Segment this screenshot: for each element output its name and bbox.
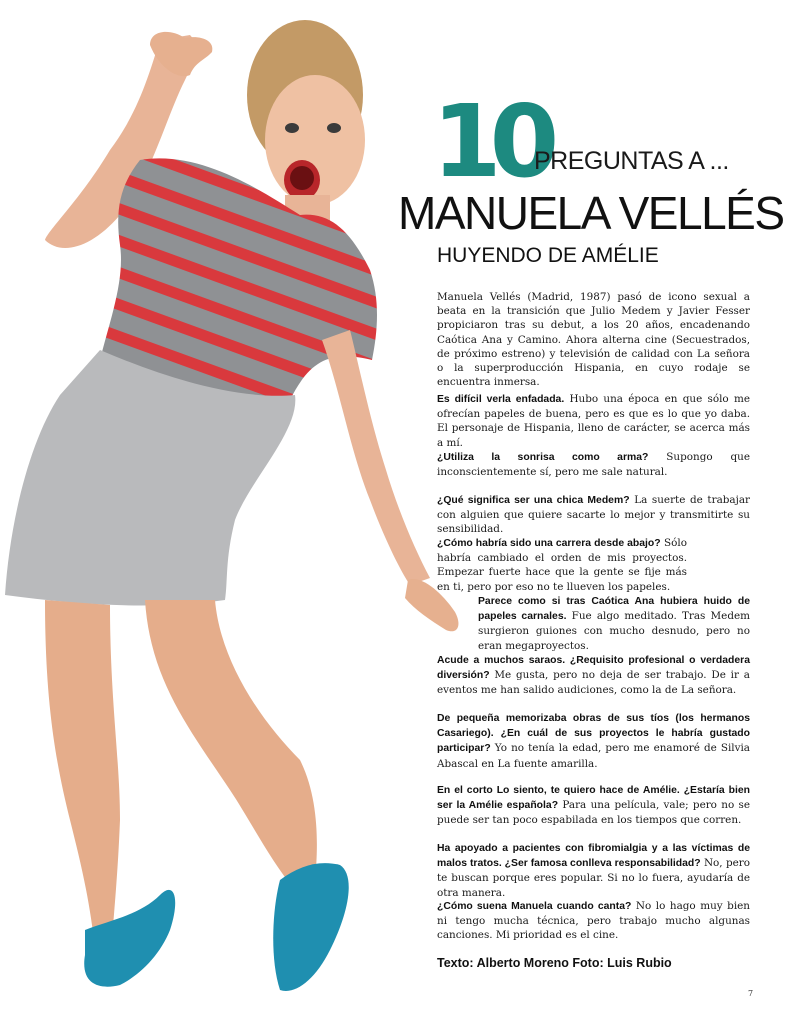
- page-title: MANUELA VELLÉS: [398, 187, 784, 239]
- question: Ha apoyado a pacientes con fibromialgia y a las víctimas de malos tratos. ¿Ser famosa conlleva responsabilidad?: [437, 843, 750, 870]
- question: De pequeña memorizaba obras de sus tíos (los hermanos Casariego). ¿En cuál de sus proyectos le habría gustado participar?: [437, 713, 750, 755]
- question: ¿Qué significa ser una chica Medem?: [437, 495, 630, 506]
- question: ¿Cómo habría sido una carrera desde abajo?: [437, 538, 661, 549]
- qa-item: [437, 783, 750, 828]
- question: ¿Utiliza la sonrisa como arma?: [437, 452, 649, 463]
- intro-paragraph: Manuela Vellés (Madrid, 1987) pasó de icono sexual a beata en la transición que Julio Medem y Javier Fesser propiciaron tras su debut, a los 20 años, encadenando Caótica Ana y Camino. Ahora alterna cine (Secuestrados, de próximo estreno) y televisión de calidad con La señora o la superproducción Hispania, en cuyo rodaje se encuentra inmersa.: [437, 291, 750, 389]
- lowered-arm: [322, 330, 430, 585]
- qa-item: [437, 493, 750, 537]
- author-credit: Texto: Alberto Moreno Foto: Luis Rubio: [437, 956, 672, 970]
- qa-item: [437, 841, 750, 900]
- qa-item: [437, 899, 750, 943]
- question: Parece como si tras Caótica Ana hubiera huido de papeles carnales.: [478, 596, 750, 623]
- question: ¿Cómo suena Manuela cuando canta?: [437, 901, 632, 912]
- qa-item: [437, 450, 750, 479]
- qa-item: [437, 536, 687, 594]
- qa-item: [437, 653, 750, 698]
- answer: No lo hago muy bien ni tengo mucha técnica, pero trabajo mucho algunas canciones. Mi prioridad es el cine.: [437, 900, 750, 942]
- right-shoe: [273, 863, 348, 991]
- page-number: 7: [748, 989, 754, 998]
- answer: La suerte de trabajar con alguien que quiere sacarte lo mejor y transmitirte su sensibilidad.: [437, 494, 750, 536]
- page-subtitle: HUYENDO DE AMÉLIE: [437, 244, 659, 267]
- qa-item: [437, 392, 750, 450]
- answer: Para una película, vale; pero no se puede ser tan poco espabilada en los tiempos que corren.: [437, 799, 750, 827]
- answer: Yo no tenía la edad, pero me enamoré de Silvia Abascal en La fuente amarilla.: [437, 742, 750, 770]
- question: Es difícil verla enfadada.: [437, 394, 565, 405]
- issue-number: 10: [432, 83, 548, 200]
- answer: Fue algo meditado. Tras Medem surgieron guiones con mucho desnudo, pero no eran megaproyectos.: [478, 610, 750, 652]
- question: Acude a muchos saraos. ¿Requisito profesional o verdadera diversión?: [437, 655, 750, 682]
- section-kicker: PREGUNTAS A ...: [534, 147, 729, 175]
- question: En el corto Lo siento, te quiero hace de Amélie. ¿Estaría bien ser la Amélie española?: [437, 785, 750, 812]
- answer: Sólo habría cambiado el orden de mis proyectos. Empezar fuerte hace que la gente se fije más en ti, pero por eso no te llueven los papeles.: [437, 537, 687, 593]
- right-leg: [145, 600, 317, 890]
- qa-item: [478, 594, 750, 653]
- answer: Me gusta, pero no deja de ser trabajo. De ir a eventos me han salido audiciones, como la de La señora.: [437, 669, 750, 697]
- answer: Hubo una época en que sólo me ofrecían papeles de buena, pero es que es lo que yo daba. El personaje de Hispania, lleno de carácter, se acerca más a mí.: [437, 393, 750, 449]
- answer: Supongo que inconscientemente sí, pero me sale natural.: [437, 451, 750, 479]
- qa-item: [437, 711, 750, 771]
- left-leg: [45, 600, 120, 950]
- answer: No, pero te buscan porque eres popular. Si no lo fuera, ayudaría de otra manera.: [437, 857, 750, 899]
